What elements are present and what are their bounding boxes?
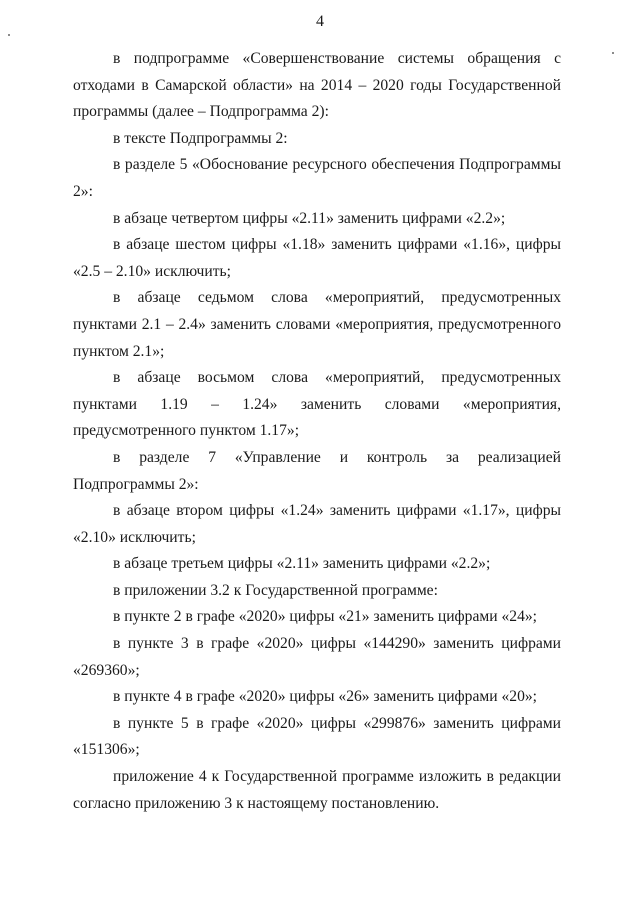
paragraph-abzac-3: в абзаце третьем цифры «2.11» заменить цифрами «2.2»; bbox=[113, 555, 491, 573]
paragraph-punkt-2: в пункте 2 в графе «2020» цифры «21» заменить цифрами «24»; bbox=[113, 608, 538, 626]
document-body bbox=[73, 46, 561, 817]
paragraph-subprogram-text: в тексте Подпрограммы 2: bbox=[113, 129, 288, 147]
paragraph-appendix-4: приложение 4 к Государственной программе изложить в редакции согласно приложению 3 к настоящему постановлению. bbox=[73, 768, 561, 812]
paragraph-appendix-3-2: в приложении 3.2 к Государственной программе: bbox=[113, 581, 438, 599]
paragraph-abzac-2: в абзаце втором цифры «1.24» заменить цифрами «1.17», цифры «2.10» исключить; bbox=[73, 502, 561, 546]
paragraph-section-5: в разделе 5 «Обоснование ресурсного обеспечения Подпрограммы 2»: bbox=[73, 156, 561, 200]
scan-speck bbox=[612, 52, 614, 54]
paragraph-punkt-4: в пункте 4 в графе «2020» цифры «26» заменить цифрами «20»; bbox=[113, 688, 538, 706]
scan-speck bbox=[8, 34, 10, 36]
paragraph-punkt-3: в пункте 3 в графе «2020» цифры «144290» заменить цифрами «269360»; bbox=[73, 635, 561, 679]
paragraph-abzac-8: в абзаце восьмом слова «мероприятий, предусмотренных пунктами 1.19 – 1.24» заменить словами «мероприятия, предусмотренного пунктом 1.17»; bbox=[73, 369, 561, 440]
paragraph-subprogram-intro: в подпрограмме «Совершенствование системы обращения с отходами в Самарской области» на 2014 – 2020 годы Государственной программы (далее – Подпрограмма 2): bbox=[73, 50, 561, 121]
paragraph-section-7: в разделе 7 «Управление и контроль за реализацией Подпрограммы 2»: bbox=[73, 448, 561, 493]
paragraph-punkt-5: в пункте 5 в графе «2020» цифры «299876» заменить цифрами «151306»; bbox=[73, 714, 561, 759]
paragraph-abzac-7: в абзаце седьмом слова «мероприятий, предусмотренных пунктами 2.1 – 2.4» заменить словами «мероприятия, предусмотренного пунктом 2.1»; bbox=[73, 289, 561, 360]
paragraph-abzac-4: в абзаце четвертом цифры «2.11» заменить цифрами «2.2»; bbox=[113, 209, 506, 227]
paragraph-abzac-6: в абзаце шестом цифры «1.18» заменить цифрами «1.16», цифры «2.5 – 2.10» исключить; bbox=[73, 236, 561, 280]
page-number: 4 bbox=[316, 13, 324, 30]
